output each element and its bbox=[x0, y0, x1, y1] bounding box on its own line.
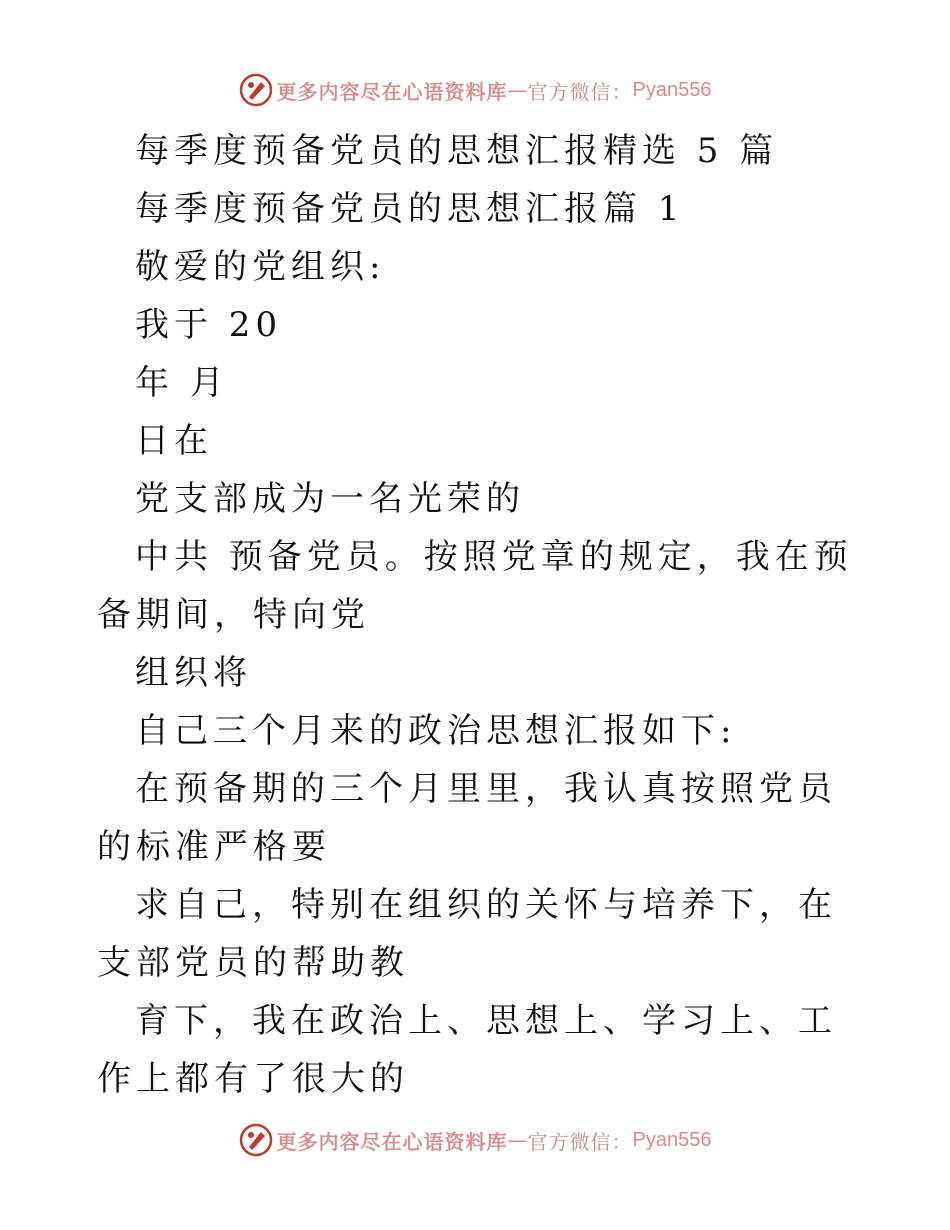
document-body bbox=[97, 122, 857, 1108]
header-banner bbox=[0, 70, 950, 110]
banner-wechat-label: 官方微信： bbox=[527, 1129, 633, 1154]
banner-main-text: 更多内容尽在心语资料库 bbox=[276, 79, 508, 104]
section-heading: 每季度预备党员的思想汇报篇 1 bbox=[135, 189, 685, 229]
pen-nib-logo-icon bbox=[239, 1123, 273, 1157]
paragraph-line: 育下，我在政治上、思想上、学习上、工作上都有了很大的 bbox=[97, 1001, 837, 1099]
banner-wechat-id: Pyan556 bbox=[632, 78, 712, 101]
paragraph-line: 组织将 bbox=[135, 653, 252, 693]
salutation: 敬爱的党组织: bbox=[135, 247, 386, 287]
banner-wechat-label: 官方微信： bbox=[527, 79, 633, 104]
banner-wechat-id: Pyan556 bbox=[632, 1128, 712, 1151]
paragraph-line: 自己三个月来的政治思想汇报如下: bbox=[135, 711, 737, 751]
banner-main-text: 更多内容尽在心语资料库 bbox=[276, 1129, 508, 1154]
footer-banner bbox=[0, 1120, 950, 1160]
paragraph-line: 中共 预备党员。按照党章的规定，我在预备期间，特向党 bbox=[97, 537, 853, 635]
banner-dash: — bbox=[507, 1128, 528, 1152]
document-title: 每季度预备党员的思想汇报精选 5 篇 bbox=[135, 131, 779, 171]
paragraph-line: 求自己，特别在组织的关怀与培养下，在支部党员的帮助教 bbox=[97, 885, 837, 983]
paragraph-line: 我于 20 bbox=[135, 305, 283, 345]
paragraph-line: 日在 bbox=[135, 421, 213, 461]
paragraph-line: 党支部成为一名光荣的 bbox=[135, 479, 525, 519]
banner-dash: — bbox=[507, 78, 528, 102]
pen-nib-logo-icon bbox=[239, 73, 273, 107]
paragraph-line: 在预备期的三个月里里，我认真按照党员的标准严格要 bbox=[97, 769, 837, 867]
paragraph-line: 年 月 bbox=[135, 363, 229, 403]
